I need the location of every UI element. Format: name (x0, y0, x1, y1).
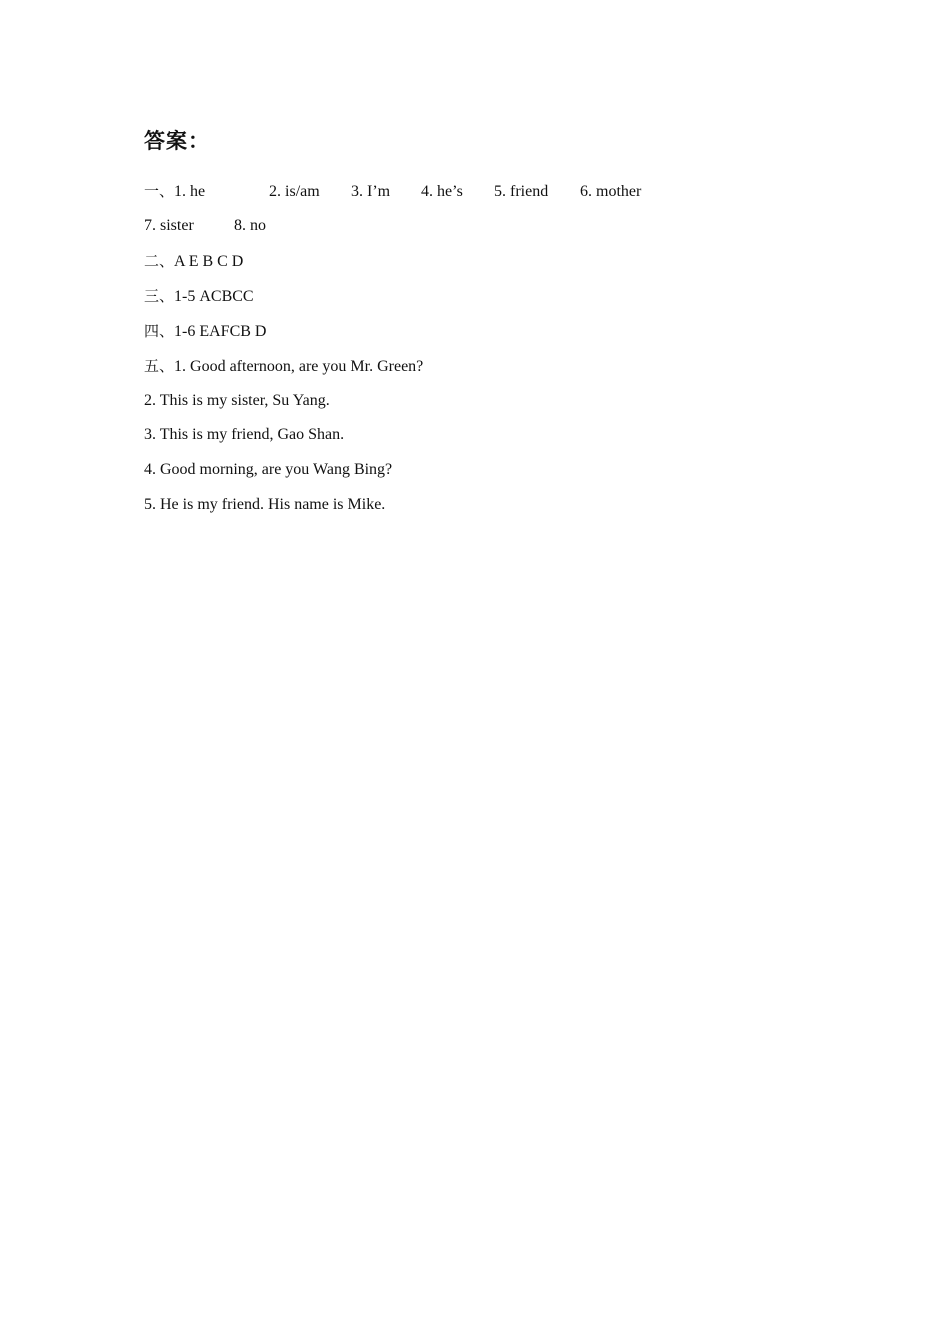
section-2-label: 二、 (144, 252, 175, 270)
section-2-answers: A E B C D (174, 253, 244, 270)
section-5-line-3 (144, 425, 344, 445)
page-title: 答案： (144, 129, 210, 153)
answer-sentence: 3. This is my friend, Gao Shan. (144, 426, 345, 443)
section-3-line (144, 286, 254, 307)
answer-item: 2. is/am (269, 183, 320, 200)
answer-item: 6. mother (580, 183, 642, 200)
section-3-label: 三、 (144, 287, 175, 305)
section-5-line-5 (144, 495, 385, 515)
answer-item: 8. no (234, 217, 266, 234)
answer-item: 5. friend (494, 183, 549, 200)
answer-sentence: 2. This is my sister, Su Yang. (144, 392, 330, 409)
answer-item: 7. sister (144, 217, 194, 234)
section-4-label: 四、 (144, 322, 175, 340)
answer-sentence: 4. Good morning, are you Wang Bing? (144, 461, 393, 478)
section-4-line (144, 321, 266, 342)
answer-sentence: 1. Good afternoon, are you Mr. Green? (174, 358, 424, 375)
answer-item: 4. he’s (421, 183, 463, 200)
section-1-label: 一、 (144, 182, 175, 200)
section-4-answers: 1-6 EAFCB D (174, 323, 267, 340)
section-1-line-1 (144, 181, 641, 202)
answer-item: 1. he (174, 183, 206, 200)
section-5-line-2 (144, 391, 330, 411)
answer-item: 3. I’m (351, 183, 391, 200)
section-5-line-1 (144, 356, 423, 377)
section-2-line (144, 251, 243, 272)
section-5-line-4 (144, 460, 392, 480)
answer-sentence: 5. He is my friend. His name is Mike. (144, 496, 386, 513)
section-5-label: 五、 (144, 357, 175, 375)
section-1-line-2 (144, 216, 266, 236)
section-3-answers: 1-5 ACBCC (174, 288, 254, 305)
